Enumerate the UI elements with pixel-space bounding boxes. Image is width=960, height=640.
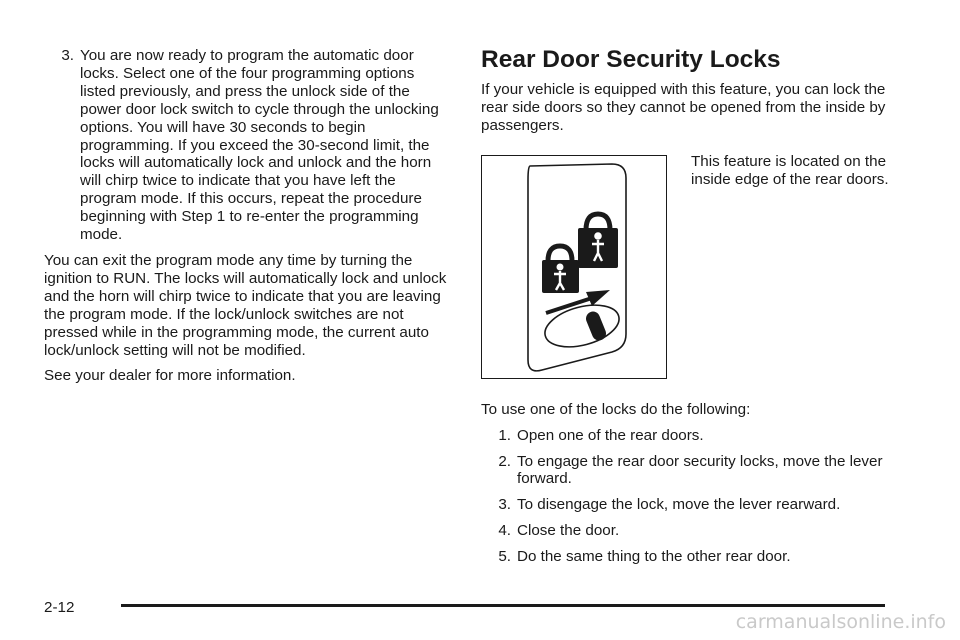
section-heading: Rear Door Security Locks	[481, 46, 781, 73]
list-item	[481, 427, 911, 445]
step-text: To engage the rear door security locks, move the lever forward.	[517, 452, 883, 488]
child-lock-icon	[542, 246, 579, 293]
arrow-forward-icon	[546, 290, 610, 313]
step-number: 5.	[498, 548, 511, 566]
footer-rule	[121, 604, 885, 607]
steps-list	[481, 427, 911, 566]
figure-caption: This feature is located on the inside edge of the rear doors.	[691, 152, 889, 188]
figure-row	[481, 152, 911, 381]
step-number: 3.	[61, 47, 74, 64]
step-text: You are now ready to program the automatic door locks. Select one of the four programming options listed previously, and press the unlock side of the power door lock switch to cycle through the unlocking options. You will have 30 seconds to begin programming. If you exceed the 30-second limit, the locks will automatically lock and unlock and the horn will chirp twice to indicate that you have left the program mode. If this occurs, repeat the procedure beginning with Step 1 to re-enter the programming mode.	[80, 47, 439, 244]
step-number: 3.	[498, 496, 511, 514]
steps-intro: To use one of the locks do the following:	[481, 400, 751, 418]
step-number: 4.	[498, 522, 511, 540]
list-item	[481, 496, 911, 514]
intro-paragraph: If your vehicle is equipped with this feature, you can lock the rear side doors so they cannot be opened from the inside by passengers.	[481, 81, 886, 134]
lever-slot	[540, 298, 623, 354]
watermark: carmanualsonline.info	[735, 611, 946, 633]
child-lock-icon	[578, 214, 618, 268]
dealer-paragraph: See your dealer for more information.	[44, 367, 296, 385]
door-lock-illustration	[482, 156, 666, 378]
step-text: Close the door.	[517, 522, 620, 540]
step-number: 2.	[498, 452, 511, 470]
left-column	[44, 47, 449, 385]
page-number: 2-12	[44, 599, 75, 616]
security-lock-figure	[481, 155, 667, 379]
step-number: 1.	[498, 426, 511, 444]
list-item	[481, 453, 911, 489]
step-text: Do the same thing to the other rear door.	[517, 548, 791, 566]
step-text: To disengage the lock, move the lever rearward.	[517, 496, 841, 514]
exit-program-paragraph: You can exit the program mode any time by turning the ignition to RUN. The locks will automatically lock and unlock and the horn will chirp twice to indicate that you are leaving the program mode. If the lock/unlock switches are not pressed while in the programming mode, the current auto lock/unlock setting will not be modified.	[44, 251, 447, 359]
step-3-item	[44, 47, 449, 244]
list-item	[481, 548, 911, 566]
right-column	[481, 46, 911, 574]
step-text: Open one of the rear doors.	[517, 426, 704, 444]
list-item	[481, 522, 911, 540]
